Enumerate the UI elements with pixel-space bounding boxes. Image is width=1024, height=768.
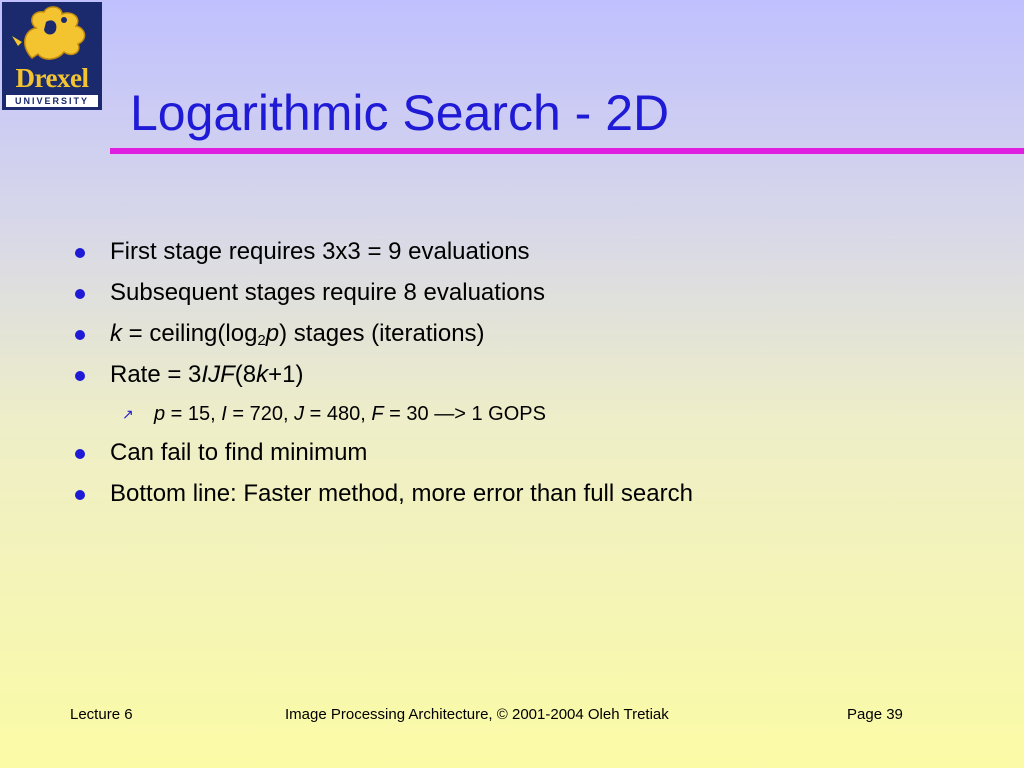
bullet-item: [70, 314, 970, 355]
bullet-item: [70, 273, 970, 314]
bullet-text: +1): [268, 361, 304, 388]
footer-page-number: Page 39: [847, 706, 903, 723]
bullet-dot-icon: [75, 449, 85, 459]
bullet-dot-icon: [75, 248, 85, 258]
var-p: p: [265, 320, 280, 347]
bullet-dot-icon: [75, 330, 85, 340]
bullet-text: Bottom line: Faster method, more error than full search: [110, 480, 693, 507]
var-f: F: [371, 403, 384, 425]
value-text: = 480,: [304, 403, 372, 425]
bullet-item: [70, 355, 970, 396]
logo-band: UNIVERSITY: [6, 95, 98, 107]
var-k: k: [110, 320, 122, 347]
var-k: k: [256, 361, 269, 388]
var-j: J: [294, 403, 305, 425]
value-text: = 15,: [165, 403, 222, 425]
slide-title: Logarithmic Search - 2D: [130, 85, 670, 141]
bullet-text: Subsequent stages require 8 evaluations: [110, 279, 545, 306]
bullet-dot-icon: [75, 490, 85, 500]
log-base: 2: [257, 332, 266, 349]
bullet-dot-icon: [75, 289, 85, 299]
bullet-text: = ceiling(log: [122, 320, 258, 347]
logo-wordmark: Drexel: [15, 63, 89, 93]
sub-bullet-item: [70, 396, 970, 433]
bullet-text: Rate = 3: [110, 361, 202, 388]
bullet-text: Can fail to find minimum: [110, 439, 368, 466]
bullet-item: [70, 433, 970, 474]
footer-lecture: Lecture 6: [70, 706, 133, 723]
value-text: = 30 —> 1 GOPS: [383, 403, 546, 425]
var-ijf: IJF: [201, 361, 235, 388]
bullet-list: [70, 232, 970, 515]
title-underline: [110, 148, 1024, 154]
drexel-logo: [2, 2, 102, 110]
footer-copyright: Image Processing Architecture, © 2001-2004 Oleh Tretiak: [285, 706, 669, 723]
bullet-text: (8: [234, 361, 257, 388]
bullet-text: ) stages (iterations): [279, 320, 485, 347]
bullet-item: [70, 232, 970, 273]
arrow-up-right-icon: ↗: [122, 406, 134, 422]
bullet-text: First stage requires 3x3 = 9 evaluations: [110, 238, 530, 265]
var-p: p: [154, 403, 166, 425]
bullet-dot-icon: [75, 371, 85, 381]
dragon-icon: [2, 2, 102, 64]
var-i: I: [221, 403, 227, 425]
bullet-item: [70, 474, 970, 515]
value-text: = 720,: [226, 403, 295, 425]
